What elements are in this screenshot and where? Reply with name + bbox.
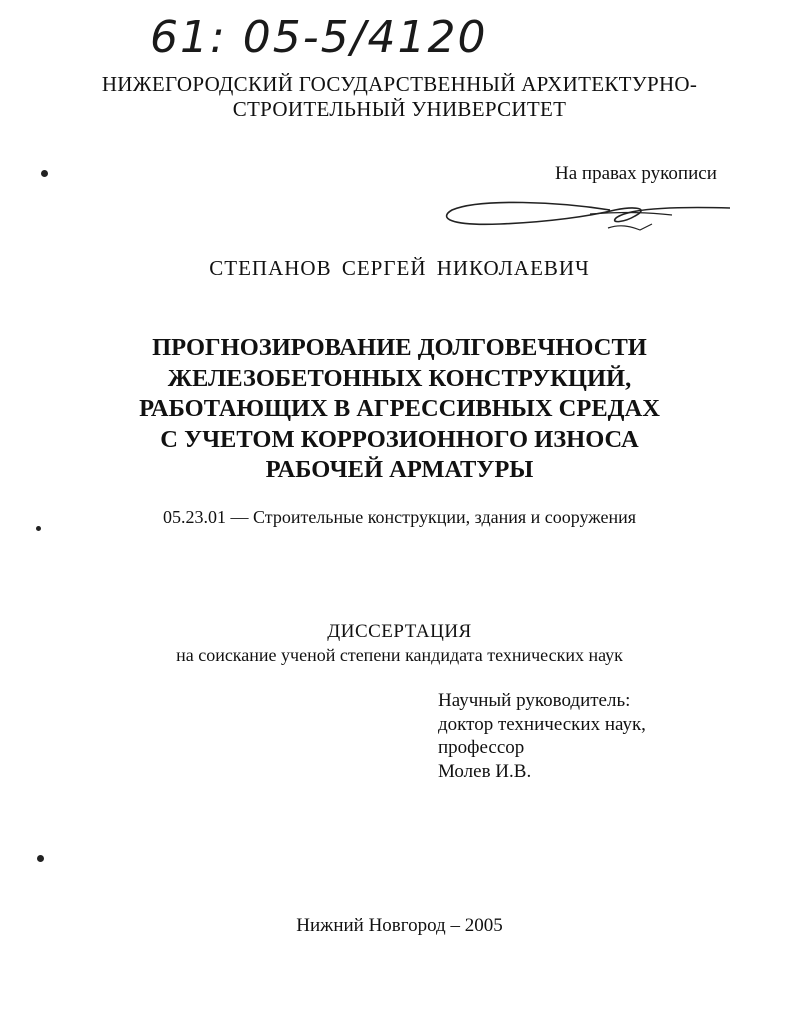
title-line: РАБОЧЕЙ АРМАТУРЫ [265, 456, 534, 483]
advisor-title: профессор [438, 737, 525, 758]
advisor-degree: доктор технических наук, [438, 713, 646, 735]
advisor-label: Научный руководитель: [438, 690, 631, 711]
document-type: ДИССЕРТАЦИЯ [327, 621, 472, 642]
scientific-advisor [438, 689, 646, 783]
title-line: ЖЕЛЕЗОБЕТОННЫХ КОНСТРУКЦИЙ, [167, 364, 632, 392]
advisor-name: Молев И.В. [438, 760, 532, 782]
university-line-2: СТРОИТЕЛЬНЫЙ УНИВЕРСИТЕТ [232, 97, 567, 121]
scan-speck [37, 855, 44, 862]
catalog-number-handwritten: 61: 05-5/4120 [150, 12, 488, 63]
title-line: ПРОГНОЗИРОВАНИЕ ДОЛГОВЕЧНОСТИ [152, 334, 647, 361]
city-year: Нижний Новгород – 2005 [296, 915, 503, 936]
title-line: С УЧЕТОМ КОРРОЗИОННОГО ИЗНОСА [160, 425, 639, 453]
university-name [0, 72, 799, 122]
manuscript-rights-note: На правах рукописи [555, 163, 717, 184]
author-name: СТЕПАНОВ СЕРГЕЙ НИКОЛАЕВИЧ [209, 256, 590, 280]
dissertation-title [0, 333, 799, 486]
specialty-code: 05.23.01 — Строительные конструкции, здания и сооружения [162, 507, 637, 527]
university-line-1: НИЖЕГОРОДСКИЙ ГОСУДАРСТВЕННЫЙ АРХИТЕКТУРНО- [101, 72, 698, 96]
title-line: РАБОТАЮЩИХ В АГРЕССИВНЫХ СРЕДАХ [139, 395, 660, 422]
author-signature [440, 190, 740, 240]
scan-speck [41, 170, 48, 177]
degree-sought: на соискание ученой степени кандидата технических наук [176, 645, 623, 665]
